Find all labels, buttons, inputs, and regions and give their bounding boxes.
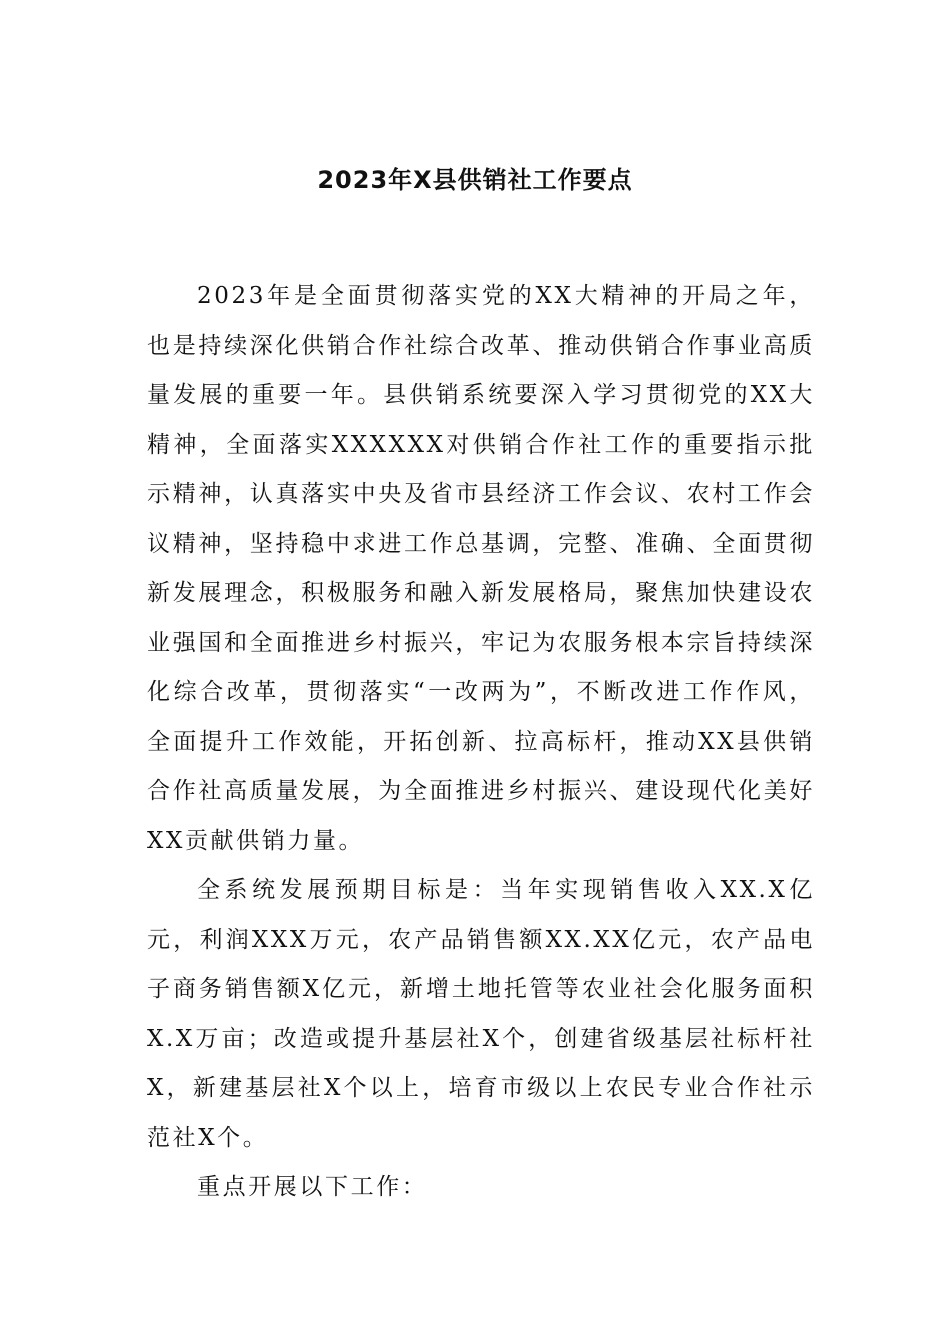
paragraph-targets: 全系统发展预期目标是：当年实现销售收入XX.X亿元，利润XXX万元，农产品销售额XX.XX亿元，农产品电子商务销售额X亿元，新增土地托管等农业社会化服务面积X.X万亩；改造或提升基层社X个，创建省级基层社标杆社X，新建基层社X个以上，培育市级以上农民专业合作社示范社X个。 [147,877,815,1151]
paragraph-key-work: 重点开展以下工作： [197,1174,428,1200]
document-body [147,272,815,1213]
document-title: 2023年X县供销社工作要点 [317,166,633,194]
paragraph-intro: 2023年是全面贯彻落实党的XX大精神的开局之年，也是持续深化供销合作社综合改革、推动供销合作事业高质量发展的重要一年。县供销系统要深入学习贯彻党的XX大精神，全面落实XXXXXX对供销合作社工作的重要指示批示精神，认真落实中央及省市县经济工作会议、农村工作会议精神，坚持稳中求进工作总基调，完整、准确、全面贯彻新发展理念，积极服务和融入新发展格局，聚焦加快建设农业强国和全面推进乡村振兴，牢记为农服务根本宗旨持续深化综合改革，贯彻落实“一改两为”，不断改进工作作风，全面提升工作效能，开拓创新、拉高标杆，推动XX县供销合作社高质量发展，为全面推进乡村振兴、建设现代化美好XX贡献供销力量。 [147,283,815,854]
